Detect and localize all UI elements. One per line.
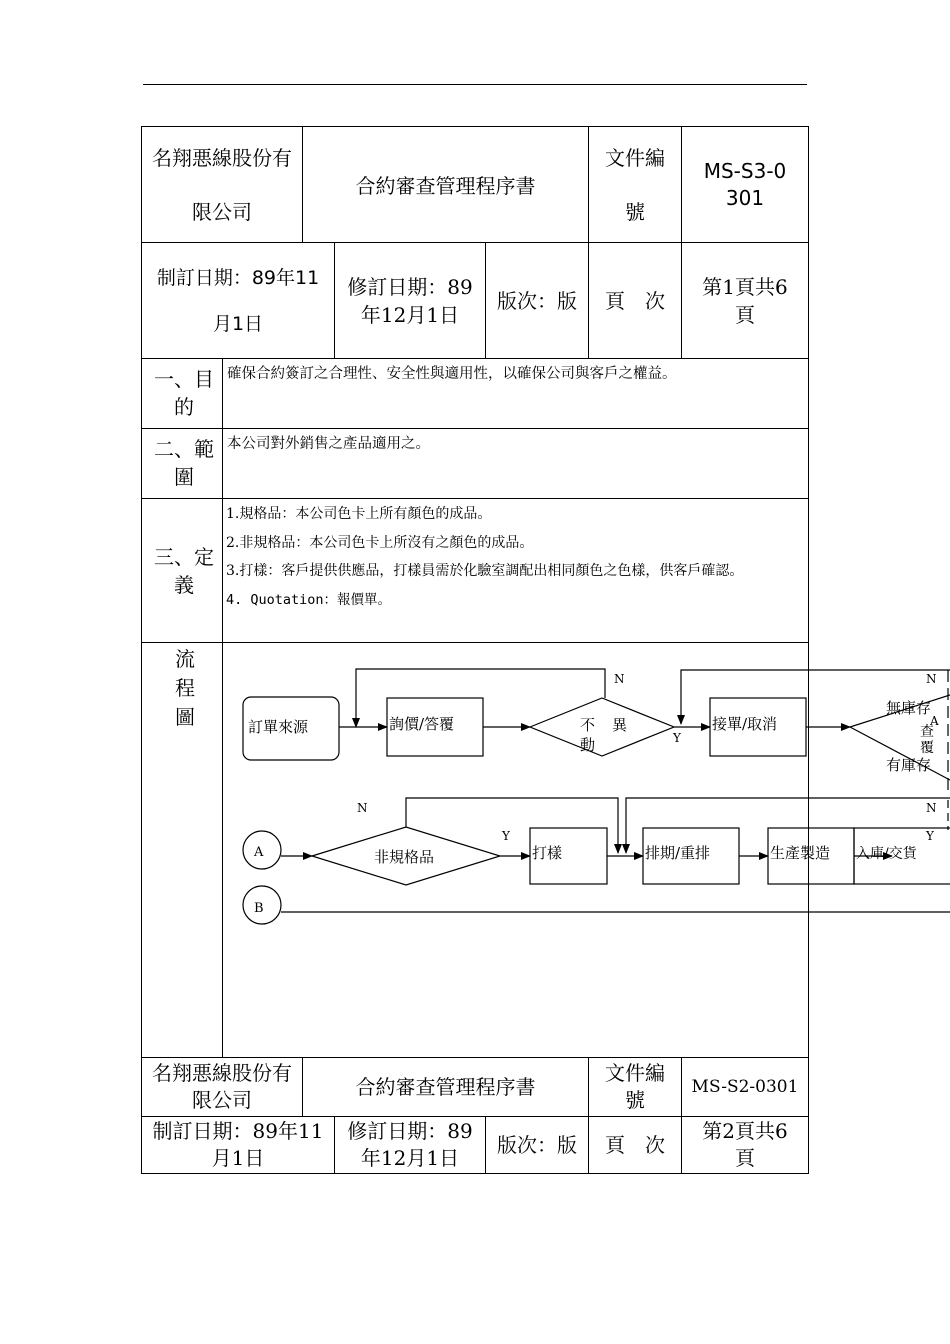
definition-item: 3.打樣：客戶提供供應品，打樣員需於化驗室調配出相同顏色之色樣，供客戶確認。 (226, 563, 744, 579)
footer-doc-no-label: 文件編號 (588, 1057, 682, 1117)
no-stock-label: 無庫存 (886, 699, 932, 717)
definition-label: 三、定義 (141, 498, 223, 643)
non-spec-label: 非規格品 (374, 848, 435, 866)
scope-label: 二、範圍 (141, 428, 223, 499)
definition-item: 4. Quotation：報價單。 (226, 591, 392, 608)
n-label-2: N (357, 801, 368, 815)
footer-doc-title: 合約審查管理程序書 (302, 1057, 589, 1117)
inquiry-label: 詢價/答覆 (389, 715, 455, 733)
sampling-label: 打樣 (532, 844, 563, 862)
order-source-label: 訂單來源 (248, 718, 309, 736)
accept-label: 接單/取消 (712, 715, 778, 733)
check-label-2: 覆 (920, 740, 934, 756)
header-doc-no-label: 文件編號 (588, 126, 682, 243)
definition-item: 1.規格品：本公司色卡上所有顏色的成品。 (226, 506, 492, 522)
n-label-right-1: N (926, 672, 937, 686)
header-company: 名翔悪線股份有限公司 (141, 126, 303, 243)
schedule-label: 排期/重排 (645, 844, 711, 862)
footer-revise-date: 修訂日期：89年12月1日 (334, 1116, 486, 1174)
flow-label: 流程圖 (141, 642, 223, 1058)
document-form (141, 126, 809, 1174)
no-diff-label-3: 動 (580, 736, 596, 754)
y-label-2: Y (502, 829, 510, 843)
header-doc-no: MS-S3-0301 (681, 126, 809, 243)
footer-page-label: 頁 次 (588, 1116, 682, 1174)
header-page-label: 頁 次 (588, 242, 682, 359)
flow-area (222, 642, 809, 1058)
footer-version: 版次：版 (485, 1116, 589, 1174)
top-rule (143, 84, 807, 85)
has-stock-label: 有庫存 (886, 756, 932, 774)
warehouse-box (854, 828, 950, 884)
purpose-text: 確保合約簽訂之合理性、安全性與適用性，以確保公司與客戶之權益。 (222, 358, 809, 429)
y-label-right-2: Y (926, 829, 934, 843)
header-issue-date: 制訂日期：89年11月1日 (141, 242, 335, 359)
footer-company: 名翔悪線股份有限公司 (141, 1057, 303, 1117)
warehouse-label: 入庫/交貨 (856, 846, 917, 862)
footer-doc-no: MS-S2-0301 (681, 1057, 809, 1117)
header-version: 版次：版 (485, 242, 589, 359)
header-revise-date: 修訂日期：89年12月1日 (334, 242, 486, 359)
right-a-label: A (930, 714, 939, 728)
connector-b-label: B (254, 901, 264, 916)
n-label-right-2: N (926, 801, 937, 815)
scope-text: 本公司對外銷售之產品適用之。 (222, 428, 809, 499)
production-label: 生產製造 (770, 844, 831, 862)
no-diff-label-1: 不 (580, 716, 596, 734)
connector-a-label: A (254, 845, 264, 860)
y-label-1: Y (673, 731, 681, 745)
footer-page-info: 第2頁共6頁 (681, 1116, 809, 1174)
definition-item: 2.非規格品：本公司色卡上所沒有之顏色的成品。 (226, 534, 534, 551)
header-page-info: 第1頁共6頁 (681, 242, 809, 359)
purpose-label: 一、目的 (141, 358, 223, 429)
check-label-1: 查 (920, 724, 934, 740)
footer-issue-date: 制訂日期：89年11月1日 (141, 1116, 335, 1174)
definition-list (222, 498, 809, 643)
no-diff-label-2: 異 (612, 716, 628, 734)
header-doc-title: 合約審查管理程序書 (302, 126, 589, 243)
n-label-1: N (614, 672, 625, 686)
